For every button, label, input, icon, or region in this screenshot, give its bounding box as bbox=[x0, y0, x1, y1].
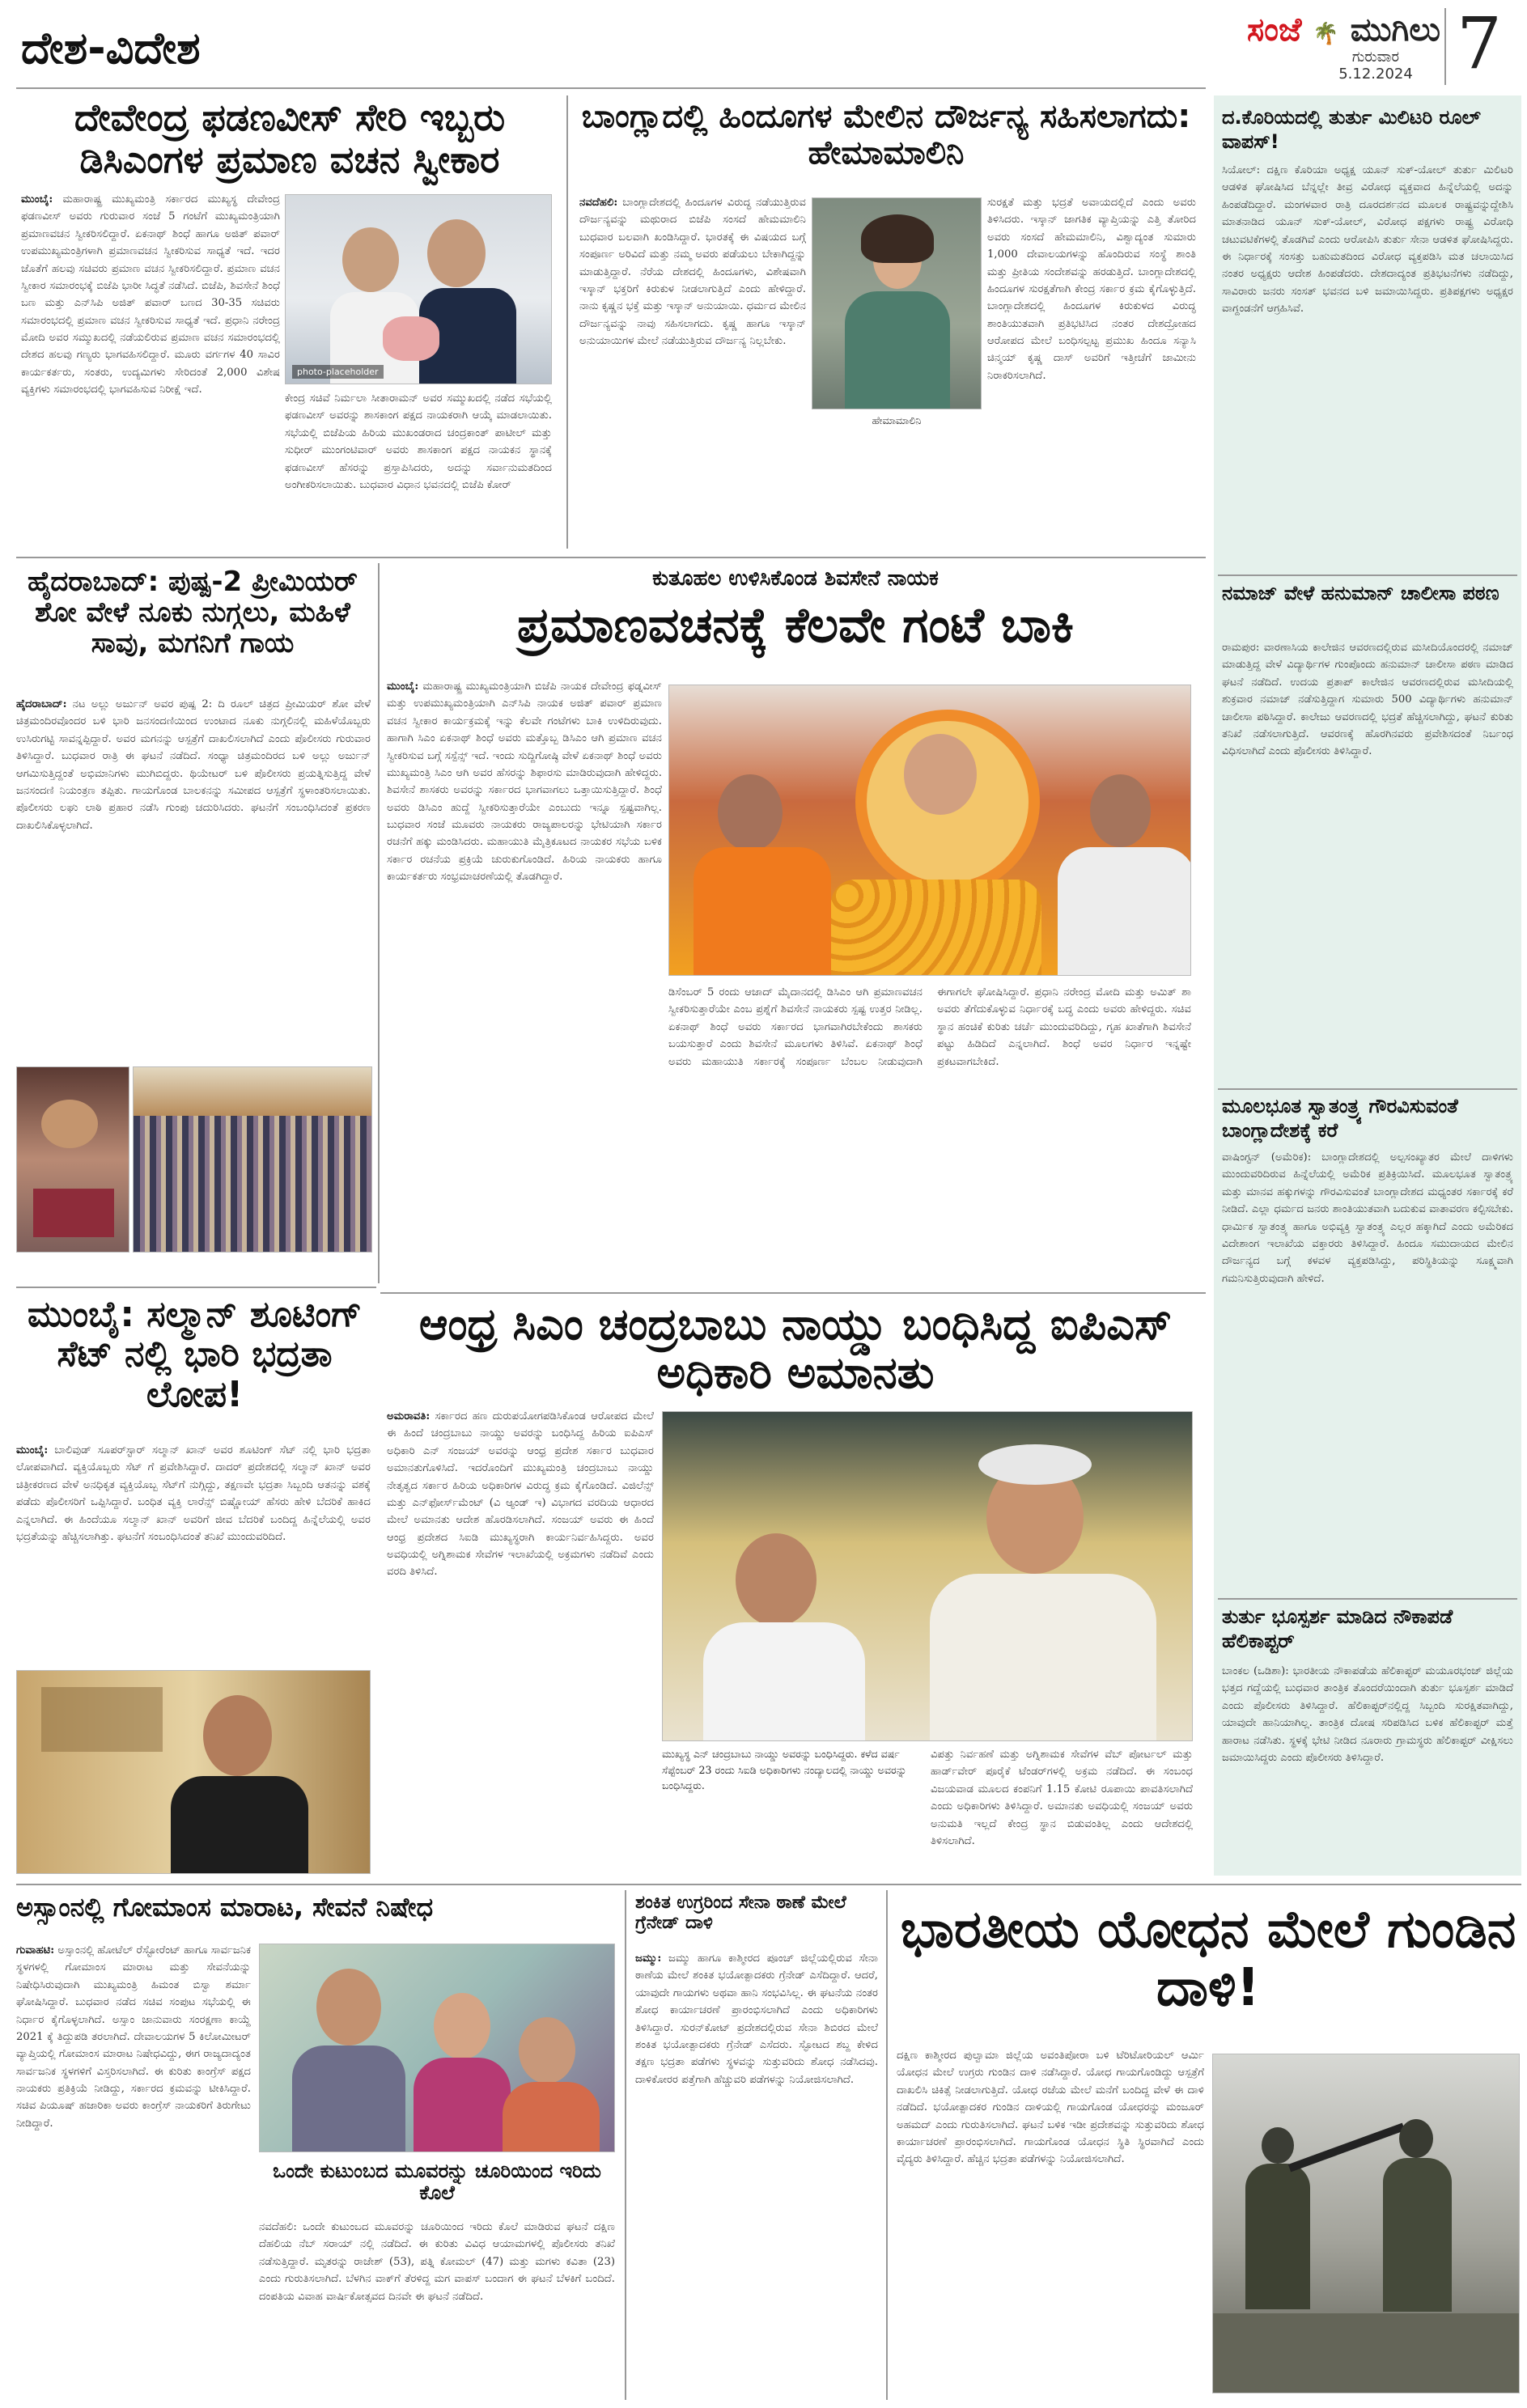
a6-photo bbox=[662, 1411, 1193, 1741]
row-rule bbox=[16, 1884, 1521, 1885]
page-number: 7 bbox=[1457, 2, 1502, 85]
a8-text: ಜಮ್ಮು ಹಾಗೂ ಕಾಶ್ಮೀರದ ಪೂಂಚ್ ಜಿಲ್ಲೆಯಲ್ಲಿರುವ ಸೇನಾ ಠಾಣೆಯ ಮೇಲೆ ಶಂಕಿತ ಭಯೋತ್ಪಾದಕರು ಗ್ರೆನೇಡ್ ಎಸೆದಿದ್ದಾರೆ. ಆದರೆ, ಯಾವುದೇ ಗಾಯಗಳು ಅಥವಾ ಹಾನಿ ಸಂಭವಿಸಿಲ್ಲ. ಈ ಘಟನೆಯ ನಂತರ ಶೋಧ ಕಾರ್ಯಾಚರಣೆ ಪ್ರಾರಂಭಿಸಲಾಗಿದೆ ಎಂದು ಅಧಿಕಾರಿಗಳು ತಿಳಿಸಿದ್ದಾರೆ. ಸುರನ್‌ಕೋಟ್ ಪ್ರದೇಶದಲ್ಲಿರುವ ಸೇನಾ ಶಿಬಿರದ ಮೇಲೆ ಶಂಕಿತ ಭಯೋತ್ಪಾದಕರು ಗ್ರೆನೇಡ್ ಎಸೆದರು. ಸ್ಫೋಟದ ಶಬ್ದ ಕೇಳಿದ ತಕ್ಷಣ ಭದ್ರತಾ ಪಡೆಗಳು ಸ್ಥಳವನ್ನು ಸುತ್ತುವರಿದು ಶೋಧ ನಡೆಸಿದವು. ದಾಳಿಕೋರರ ಪತ್ತೆಗಾಗಿ ಹೆಚ್ಚುವರಿ ಪಡೆಗಳನ್ನು ನಿಯೋಜಿಸಲಾಗಿದೆ. bbox=[635, 1952, 878, 2086]
a5-dateline: ಮುಂಬೈ: bbox=[16, 1444, 49, 1456]
a4-body bbox=[387, 678, 662, 1289]
masthead-logo bbox=[1214, 11, 1440, 49]
a9-body: ದಕ್ಷಿಣ ಕಾಶ್ಮೀರದ ಪುಲ್ವಾಮಾ ಜಿಲ್ಲೆಯ ಅವಂತಿಪೋರಾ ಬಳಿ ಟೆರಿಟೋರಿಯಲ್ ಆರ್ಮಿ ಯೋಧನ ಮೇಲೆ ಉಗ್ರರು ಗುಂಡಿನ ದಾಳಿ ನಡೆಸಿದ್ದಾರೆ. ಯೋಧ ಗಾಯಗೊಂಡಿದ್ದು ಆಸ್ಪತ್ರೆಗೆ ದಾಖಲಿಸಿ ಚಿಕಿತ್ಸೆ ನೀಡಲಾಗುತ್ತಿದೆ. ಯೋಧ ರಜೆಯ ಮೇಲೆ ಮನೆಗೆ ಬಂದಿದ್ದ ವೇಳೆ ಈ ದಾಳಿ ನಡೆದಿದೆ. ಭಯೋತ್ಪಾದಕರ ಗುಂಡಿನ ದಾಳಿಯಲ್ಲಿ ಗಾಯಗೊಂಡ ಯೋಧರನ್ನು ಮಂಜೂರ್ ಅಹಮದ್ ಎಂದು ಗುರುತಿಸಲಾಗಿದೆ. ಘಟನೆ ಬಳಿಕ ಇಡೀ ಪ್ರದೇಶವನ್ನು ಸುತ್ತುವರಿದು ಶೋಧ ಕಾರ್ಯಾಚರಣೆ ಪ್ರಾರಂಭಿಸಲಾಗಿದೆ. ಗಾಯಗೊಂಡ ಯೋಧನ ಸ್ಥಿತಿ ಸ್ಥಿರವಾಗಿದೆ ಎಂದು ವೈದ್ಯರು ತಿಳಿಸಿದ್ದಾರೆ. ಹೆಚ್ಚಿನ ಭದ್ರತಾ ಪಡೆಗಳನ್ನು ನಿಯೋಜಿಸಲಾಗಿದೆ. bbox=[897, 2050, 1204, 2166]
sb-rule bbox=[1218, 574, 1517, 576]
a6-dateline: ಅಮರಾವತಿ: bbox=[387, 1410, 431, 1422]
a4-headline: ಪ್ರಮಾಣವಚನಕ್ಕೆ ಕೆಲವೇ ಗಂಟೆ ಬಾಕಿ bbox=[516, 597, 1075, 654]
a6-text: ಸರ್ಕಾರದ ಹಣ ದುರುಪಯೋಗಪಡಿಸಿಕೊಂಡ ಆರೋಪದ ಮೇಲೆ ಈ ಹಿಂದೆ ಚಂದ್ರಬಾಬು ನಾಯ್ಡು ಅವರನ್ನು ಬಂಧಿಸಿದ್ದ ಹಿರಿಯ ಐಪಿಎಸ್ ಅಧಿಕಾರಿ ಎನ್ ಸಂಜಯ್ ಅವರನ್ನು ಆಂಧ್ರ ಪ್ರದೇಶ ಸರ್ಕಾರ ಬುಧವಾರ ಅಮಾನತುಗೊಳಿಸಿದೆ. ಇದರೊಂದಿಗೆ ಮುಖ್ಯಮಂತ್ರಿ ಚಂದ್ರಬಾಬು ನಾಯ್ಡು ನೇತೃತ್ವದ ಸರ್ಕಾರ ಹಿರಿಯ ಅಧಿಕಾರಿಗಳ ವಿರುದ್ಧ ಕ್ರಮ ಕೈಗೊಂಡಿದೆ. ವಿಜಿಲೆನ್ಸ್ ಮತ್ತು ಎನ್‌ಫೋರ್ಸ್‌ಮೆಂಟ್ (ವಿ ಆ್ಯಂಡ್ ಇ) ವಿಭಾಗದ ವರದಿಯ ಆಧಾರದ ಮೇಲೆ ಅಮಾನತು ಆದೇಶ ಹೊರಡಿಸಲಾಗಿದೆ. ಸಂಜಯ್ ಅವರು ಈ ಹಿಂದೆ ಆಂಧ್ರ ಪ್ರದೇಶದ ಸಿಐಡಿ ಮುಖ್ಯಸ್ಥರಾಗಿ ಕಾರ್ಯನಿರ್ವಹಿಸಿದ್ದರು. ಅವರ ಅವಧಿಯಲ್ಲಿ ಅಗ್ನಿಶಾಮಕ ಸೇವೆಗಳ ಇಲಾಖೆಯಲ್ಲಿ ಅಕ್ರಮಗಳು ನಡೆದಿವೆ ಎಂದು ವರದಿ ತಿಳಿಸಿದೆ. bbox=[387, 1410, 654, 1579]
a7-photo bbox=[259, 1944, 615, 2152]
a3-body bbox=[16, 696, 371, 1052]
sb-body-4: ಬಾಂಕಲ (ಒಡಿಶಾ): ಭಾರತೀಯ ನೌಕಾಪಡೆಯ ಹೆಲಿಕಾಪ್ಟರ್ ಮಯೂರಭಂಜ್ ಜಿಲ್ಲೆಯ ಭತ್ತದ ಗದ್ದೆಯಲ್ಲಿ ಬುಧವಾರ ತಾಂತ್ರಿಕ ತೊಂದರೆಯಿಂದಾಗಿ ತುರ್ತು ಭೂಸ್ಪರ್ಶ ಮಾಡಿದೆ ಎಂದು ಪೊಲೀಸರು ತಿಳಿಸಿದ್ದಾರೆ. ಹೆಲಿಕಾಪ್ಟರ್‌ನಲ್ಲಿದ್ದ ಸಿಬ್ಬಂದಿ ಸುರಕ್ಷಿತವಾಗಿದ್ದು, ಯಾವುದೇ ಹಾನಿಯಾಗಿಲ್ಲ. ತಾಂತ್ರಿಕ ದೋಷ ಸರಿಪಡಿಸಿದ ಬಳಿಕ ಹೆಲಿಕಾಪ್ಟರ್ ಮತ್ತೆ ಹಾರಾಟ ನಡೆಸಿತು. ಸ್ಥಳಕ್ಕೆ ಭೇಟಿ ನೀಡಿದ ನೂರಾರು ಗ್ರಾಮಸ್ಥರು ಹೆಲಿಕಾಪ್ಟರ್ ವೀಕ್ಷಿಸಲು ಜಮಾಯಿಸಿದ್ದರು ಎಂದು ಪೊಲೀಸರು ತಿಳಿಸಿದ್ದಾರೆ. bbox=[1222, 1665, 1513, 1764]
a4-dateline: ಮುಂಬೈ: bbox=[387, 680, 419, 693]
a5-body bbox=[16, 1442, 371, 1664]
a1-body-2: ಕೇಂದ್ರ ಸಚಿವೆ ನಿರ್ಮಲಾ ಸೀತಾರಾಮನ್ ಅವರ ಸಮ್ಮುಖದಲ್ಲಿ ನಡೆದ ಸಭೆಯಲ್ಲಿ ಫಡಣವೀಸ್ ಅವರನ್ನು ಶಾಸಕಾಂಗ ಪಕ್ಷದ ನಾಯಕರಾಗಿ ಆಯ್ಕೆ ಮಾಡಲಾಯಿತು. ಸಭೆಯಲ್ಲಿ ಬಿಜೆಪಿಯ ಹಿರಿಯ ಮುಖಂಡರಾದ ಚಂದ್ರಕಾಂತ್ ಪಾಟೀಲ್ ಮತ್ತು ಸುಧೀರ್ ಮುಂಗಂಟಿವಾರ್ ಅವರು ಶಾಸಕಾಂಗ ಪಕ್ಷದ ನಾಯಕನ ಸ್ಥಾನಕ್ಕೆ ಫಡಣವೀಸ್ ಹೆಸರನ್ನು ಪ್ರಸ್ತಾಪಿಸಿದರು, ಅದನ್ನು ಸರ್ವಾನುಮತದಿಂದ ಅಂಗೀಕರಿಸಲಾಯಿತು. ಬುಧವಾರ ವಿಧಾನ ಭವನದಲ್ಲಿ ಬಿಜೆಪಿ ಕೋರ್ bbox=[285, 392, 552, 491]
a4-text: ಮಹಾರಾಷ್ಟ್ರ ಮುಖ್ಯಮಂತ್ರಿಯಾಗಿ ಬಿಜೆಪಿ ನಾಯಕ ದೇವೇಂದ್ರ ಫಡ್ನವೀಸ್ ಮತ್ತು ಉಪಮುಖ್ಯಮಂತ್ರಿಯಾಗಿ ಎನ್‌ಸಿಪಿ ನಾಯಕ ಅಜಿತ್ ಪವಾರ್ ಪ್ರಮಾಣ ವಚನ ಸ್ವೀಕಾರ ಕಾರ್ಯಕ್ರಮಕ್ಕೆ ಇನ್ನು ಕೆಲವೇ ಗಂಟೆಗಳು ಬಾಕಿ ಉಳಿದಿರುವುದು. ಹಾಗಾಗಿ ಸಿಎಂ ಏಕನಾಥ್ ಶಿಂಧೆ ಅವರು ಮತ್ತೊಬ್ಬ ಡಿಸಿಎಂ ಆಗಿ ಪ್ರಮಾಣ ವಚನ ಸ್ವೀಕರಿಸುವ ಬಗ್ಗೆ ಸಸ್ಪೆನ್ಸ್ ಇದೆ. ಇಂದು ಸುದ್ದಿಗೋಷ್ಠಿ ವೇಳೆ ಏಕನಾಥ್ ಶಿಂಧೆ ಅವರು ಮುಖ್ಯಮಂತ್ರಿ ಸಿಎಂ ಆಗಿ ಅವರ ಹೆಸರನ್ನು ಶಿಫಾರಸು ಮಾಡಿರುವುದಾಗಿ ಹೇಳಿದ್ದರು. ಶಿವಸೇನೆ ಶಾಸಕರು ಅವರನ್ನು ಸರ್ಕಾರದ ಭಾಗವಾಗಲು ಒತ್ತಾಯಿಸುತ್ತಿದ್ದಾರೆ. ಶಿಂಧೆ ಅವರು ಡಿಸಿಎಂ ಹುದ್ದೆ ಸ್ವೀಕರಿಸುತ್ತಾರೆಯೇ ಎಂಬುದು ಇನ್ನೂ ಸ್ಪಷ್ಟವಾಗಿಲ್ಲ. ಬುಧವಾರ ಸಂಜೆ ಮೂವರು ನಾಯಕರು ರಾಜ್ಯಪಾಲರನ್ನು ಭೇಟಿಯಾಗಿ ಸರ್ಕಾರ ರಚನೆಗೆ ಹಕ್ಕು ಮಂಡಿಸಿದರು. ಮಹಾಯುತಿ ಮೈತ್ರಿಕೂಟದ ನಾಯಕರ ಸಭೆಯ ಬಳಿಕ ಸರ್ಕಾರ ರಚನೆಯ ಪ್ರಕ್ರಿಯೆ ಚುರುಕುಗೊಂಡಿದೆ. ಹಿರಿಯ ನಾಯಕರು ಹಾಗೂ ಕಾರ್ಯಕರ್ತರು ಸಂಭ್ರಮಾಚರಣೆಯಲ್ಲಿ ತೊಡಗಿದ್ದಾರೆ. bbox=[387, 680, 662, 884]
a3-dateline: ಹೈದರಾಬಾದ್: bbox=[16, 698, 67, 710]
sb-body-1: ಸಿಯೋಲ್: ದಕ್ಷಿಣ ಕೊರಿಯಾ ಅಧ್ಯಕ್ಷ ಯೂನ್ ಸುಕ್-ಯೋಲ್ ತುರ್ತು ಮಿಲಿಟರಿ ಆಡಳಿತ ಘೋಷಿಸಿದ ಬೆನ್ನಲ್ಲೇ ತೀವ್ರ ವಿರೋಧ ವ್ಯಕ್ತವಾದ ಹಿನ್ನೆಲೆಯಲ್ಲಿ ಅದನ್ನು ಹಿಂಪಡೆದಿದ್ದಾರೆ. ಮಂಗಳವಾರ ರಾತ್ರಿ ದೂರದರ್ಶನದ ಮೂಲಕ ರಾಷ್ಟ್ರವನ್ನುದ್ದೇಶಿಸಿ ಮಾತನಾಡಿದ ಯೂನ್ ಸುಕ್-ಯೋಲ್, ವಿರೋಧ ಪಕ್ಷಗಳು ರಾಷ್ಟ್ರ ವಿರೋಧಿ ಚಟುವಟಿಕೆಗಳಲ್ಲಿ ತೊಡಗಿವೆ ಎಂದು ಆರೋಪಿಸಿ ತುರ್ತು ಸೇನಾ ಆಡಳಿತ ಘೋಷಿಸಿದ್ದರು. ಈ ನಿರ್ಧಾರಕ್ಕೆ ಸಂಸತ್ತು ಬಹುಮತದಿಂದ ವಿರೋಧ ವ್ಯಕ್ತಪಡಿಸಿ ಮತ ಚಲಾಯಿಸಿದ ನಂತರ ಅಧ್ಯಕ್ಷರು ಆದೇಶ ಹಿಂಪಡೆದರು. ದೇಶದಾದ್ಯಂತ ಪ್ರತಿಭಟನೆಗಳು ನಡೆದಿದ್ದು, ಸಾವಿರಾರು ಜನರು ಸಂಸತ್ ಭವನದ ಬಳಿ ಜಮಾಯಿಸಿದ್ದರು. ಪ್ರತಿಪಕ್ಷಗಳು ಅಧ್ಯಕ್ಷರ ವಾಗ್ದಂಡನೆಗೆ ಆಗ್ರಹಿಸಿವೆ. bbox=[1222, 164, 1513, 315]
sb-body-3: ವಾಷಿಂಗ್ಟನ್ (ಅಮೆರಿಕ): ಬಾಂಗ್ಲಾದೇಶದಲ್ಲಿ ಅಲ್ಪಸಂಖ್ಯಾತರ ಮೇಲೆ ದಾಳಿಗಳು ಮುಂದುವರಿದಿರುವ ಹಿನ್ನೆಲೆಯಲ್ಲಿ ಅಮೆರಿಕ ಪ್ರತಿಕ್ರಿಯಿಸಿದೆ. ಮೂಲಭೂತ ಸ್ವಾತಂತ್ರ್ಯ ಮತ್ತು ಮಾನವ ಹಕ್ಕುಗಳನ್ನು ಗೌರವಿಸುವಂತೆ ಬಾಂಗ್ಲಾದೇಶದ ಮಧ್ಯಂತರ ಸರ್ಕಾರಕ್ಕೆ ಕರೆ ನೀಡಿದೆ. ಎಲ್ಲಾ ಧರ್ಮದ ಜನರು ಶಾಂತಿಯುತವಾಗಿ ಬದುಕುವ ವಾತಾವರಣ ಕಲ್ಪಿಸಬೇಕು. ಧಾರ್ಮಿಕ ಸ್ವಾತಂತ್ರ್ಯ ಹಾಗೂ ಅಭಿವ್ಯಕ್ತಿ ಸ್ವಾತಂತ್ರ್ಯ ಎಲ್ಲರ ಹಕ್ಕಾಗಿದೆ ಎಂದು ಅಮೆರಿಕದ ವಿದೇಶಾಂಗ ಇಲಾಖೆಯ ವಕ್ತಾರರು ತಿಳಿಸಿದ್ದಾರೆ. ಹಿಂದೂ ಸಮುದಾಯದ ಮೇಲಿನ ದೌರ್ಜನ್ಯದ ಬಗ್ಗೆ ಕಳವಳ ವ್ಯಕ್ತಪಡಿಸಿದ್ದು, ಪರಿಸ್ಥಿತಿಯನ್ನು ಸೂಕ್ಷ್ಮವಾಗಿ ಗಮನಿಸುತ್ತಿರುವುದಾಗಿ ಹೇಳಿದೆ. bbox=[1222, 1151, 1513, 1285]
a7-headline: ಅಸ್ಸಾಂನಲ್ಲಿ ಗೋಮಾಂಸ ಮಾರಾಟ, ಸೇವನೆ ನಿಷೇಧ bbox=[16, 1892, 434, 1923]
masthead bbox=[1214, 11, 1440, 81]
a5-text: ಬಾಲಿವುಡ್ ಸೂಪರ್‌ಸ್ಟಾರ್ ಸಲ್ಮಾನ್ ಖಾನ್ ಅವರ ಶೂಟಿಂಗ್ ಸೆಟ್ ನಲ್ಲಿ ಭಾರಿ ಭದ್ರತಾ ಲೋಪವಾಗಿದೆ. ವ್ಯಕ್ತಿಯೊಬ್ಬರು ಸೆಟ್ ಗೆ ಪ್ರವೇಶಿಸಿದ್ದಾರೆ. ದಾದರ್ ಪ್ರದೇಶದಲ್ಲಿ ಸಲ್ಮಾನ್ ಖಾನ್ ಅವರ ಚಿತ್ರೀಕರಣದ ವೇಳೆ ಅನಧಿಕೃತ ವ್ಯಕ್ತಿಯೊಬ್ಬ ಸೆಟ್‌ಗೆ ನುಗ್ಗಿದ್ದು, ತಕ್ಷಣವೇ ಭದ್ರತಾ ಸಿಬ್ಬಂದಿ ಆತನನ್ನು ವಶಕ್ಕೆ ಪಡೆದು ಪೊಲೀಸರಿಗೆ ಒಪ್ಪಿಸಿದ್ದಾರೆ. ಬಂಧಿತ ವ್ಯಕ್ತಿ ಲಾರೆನ್ಸ್ ಬಿಷ್ಣೋಯ್ ಹೆಸರು ಹೇಳಿ ಬೆದರಿಕೆ ಹಾಕಿದ ಎನ್ನಲಾಗಿದೆ. ಈ ಹಿಂದೆಯೂ ಸಲ್ಮಾನ್ ಖಾನ್ ಅವರಿಗೆ ಜೀವ ಬೆದರಿಕೆ ಬಂದಿದ್ದ ಹಿನ್ನೆಲೆಯಲ್ಲಿ ಅವರ ಭದ್ರತೆಯನ್ನು ಹೆಚ್ಚಿಸಲಾಗಿತ್ತು. ಘಟನೆಗೆ ಸಂಬಂಧಿಸಿದಂತೆ ತನಿಖೆ ಮುಂದುವರಿದಿದೆ. bbox=[16, 1444, 371, 1543]
sb-headline-2: ನಮಾಜ್ ವೇಳೆ ಹನುಮಾನ್ ಚಾಲೀಸಾ ಪಠಣ bbox=[1222, 582, 1499, 604]
sb-headline-4: ತುರ್ತು ಭೂಸ್ಪರ್ಶ ಮಾಡಿದ ನೌಕಾಪಡೆ ಹೆಲಿಕಾಪ್ಟರ್ bbox=[1222, 1605, 1453, 1652]
a2-text: ಬಾಂಗ್ಲಾದೇಶದಲ್ಲಿ ಹಿಂದೂಗಳ ವಿರುದ್ಧ ನಡೆಯುತ್ತಿರುವ ದೌರ್ಜನ್ಯವನ್ನು ಮಥುರಾದ ಬಿಜೆಪಿ ಸಂಸದೆ ಹೇಮಮಾಲಿನಿ ಬುಧವಾರ ಬಲವಾಗಿ ಖಂಡಿಸಿದ್ದಾರೆ. ಭಾರತಕ್ಕೆ ಈ ವಿಷಯದ ಬಗ್ಗೆ ಸಂಪೂರ್ಣ ಅರಿವಿದೆ ಮತ್ತು ನಮ್ಮ ಅವರು ಪಡೆಯಲು ಬೇಕಾಗಿದ್ದನ್ನು ಮಾಡುತ್ತಿದ್ದಾರೆ. ನೆರೆಯ ದೇಶದಲ್ಲಿ ಹಿಂದೂಗಳು, ವಿಶೇಷವಾಗಿ ಇಸ್ಕಾನ್ ಭಕ್ತರಿಗೆ ಕಿರುಕುಳ ನೀಡಲಾಗುತ್ತಿದೆ ಎಂದು ಹೇಳಿದ್ದಾರೆ. ನಾನು ಕೃಷ್ಣನ ಭಕ್ತೆ ಮತ್ತು ಇಸ್ಕಾನ್ ಅನುಯಾಯಿ. ಧರ್ಮದ ಮೇಲಿನ ದೌರ್ಜನ್ಯವನ್ನು ನಾವು ಸಹಿಸಲಾಗದು. ಕೃಷ್ಣ ಹಾಗೂ ಇಸ್ಕಾನ್ ಅನುಯಾಯಿಗಳ ಮೇಲೆ ನಡೆಯುತ್ತಿರುವ ದೌರ್ಜನ್ಯ ನಿಲ್ಲಬೇಕು. bbox=[579, 197, 806, 347]
a6-caption: ಮುಖ್ಯಸ್ಥ ಎನ್ ಚಂದ್ರಬಾಬು ನಾಯ್ಡು ಅವರನ್ನು ಬಂಧಿಸಿದ್ದರು. ಕಳೆದ ವರ್ಷ ಸೆಪ್ಟೆಂಬರ್ 23 ರಂದು ಸಿಐಡಿ ಅಧಿಕಾರಿಗಳು ನಂದ್ಯಾಲದಲ್ಲಿ ನಾಯ್ಡು ಅವರನ್ನು ಬಂಧಿಸಿದ್ದರು. bbox=[662, 1748, 907, 1792]
sb-rule bbox=[1218, 1598, 1517, 1600]
a8-headline: ಶಂಕಿತ ಉಗ್ರರಿಂದ ಸೇನಾ ಠಾಣೆ ಮೇಲೆ ಗ್ರೆನೇಡ್ ದಾಳಿ bbox=[635, 1893, 846, 1933]
a2-body-2: ಸುರಕ್ಷತೆ ಮತ್ತು ಭದ್ರತೆ ಅವಾಯದಲ್ಲಿದೆ ಎಂದು ಅವರು ತಿಳಿಸಿದರು. ಇಸ್ಕಾನ್ ಜಾಗತಿಕ ವ್ಯಾಪ್ತಿಯನ್ನು ಎತ್ತಿ ತೋರಿದ ಅವರು ಸಂಸದೆ ಹೇಮಮಾಲಿನಿ, ವಿಶ್ವಾದ್ಯಂತ ಸುಮಾರು 1,000 ದೇವಾಲಯಗಳನ್ನು ಹೊಂದಿರುವ ಸಂಸ್ಥೆ ಶಾಂತಿ ಮತ್ತು ಪ್ರೀತಿಯ ಸಂದೇಶವನ್ನು ಹರಡುತ್ತಿದೆ. ಬಾಂಗ್ಲಾದೇಶದಲ್ಲಿ ಹಿಂದೂಗಳ ಸುರಕ್ಷತೆಗಾಗಿ ಕೇಂದ್ರ ಸರ್ಕಾರ ಕ್ರಮ ಕೈಗೊಳ್ಳುತ್ತಿದೆ. ಬಾಂಗ್ಲಾದೇಶದಲ್ಲಿ ಹಿಂದೂಗಳ ಕಿರುಕುಳದ ವಿರುದ್ಧ ಶಾಂತಿಯುತವಾಗಿ ಪ್ರತಿಭಟಿಸಿದ ನಂತರ ದೇಶದ್ರೋಹದ ಆರೋಪದ ಮೇಲೆ ಬಂಧಿಸಲ್ಪಟ್ಟ ಪ್ರಮುಖ ಹಿಂದೂ ಸನ್ಯಾಸಿ ಚಿನ್ಮಯ್ ಕೃಷ್ಣ ದಾಸ್ ಅವರಿಗೆ ಇತ್ತೀಚೆಗೆ ಜಾಮೀನು ನಿರಾಕರಿಸಲಾಗಿದೆ. bbox=[987, 197, 1196, 382]
sb-headline-1: ದ.ಕೊರಿಯದಲ್ಲಿ ತುರ್ತು ಮಿಲಿಟರಿ ರೂಲ್ ವಾಪಸ್! bbox=[1222, 106, 1481, 153]
col-rule bbox=[378, 563, 380, 1283]
a1-photo bbox=[285, 194, 552, 384]
a7-photo-caption: ಒಂದೇ ಕುಟುಂಬದ ಮೂವರನ್ನು ಚೂರಿಯಿಂದ ಇರಿದು ಕೊಲೆ bbox=[273, 2160, 601, 2204]
a3-text: ನಟ ಅಲ್ಲು ಅರ್ಜುನ್ ಅವರ ಪುಷ್ಪ 2: ದಿ ರೂಲ್ ಚಿತ್ರದ ಪ್ರೀಮಿಯರ್ ಶೋ ವೇಳೆ ಚಿತ್ರಮಂದಿರವೊಂದರ ಬಳಿ ಭಾರಿ ಜನಸಂದಣಿಯಿಂದ ಉಂಟಾದ ನೂಕು ನುಗ್ಗಲಿನಲ್ಲಿ ಮಹಿಳೆಯೊಬ್ಬರು ಉಸಿರುಗಟ್ಟಿ ಸಾವನ್ನಪ್ಪಿದ್ದಾರೆ. ಅವರ ಮಗನನ್ನು ಆಸ್ಪತ್ರೆಗೆ ದಾಖಲಿಸಲಾಗಿದೆ ಎಂದು ಪೊಲೀಸರು ಗುರುವಾರ ತಿಳಿಸಿದ್ದಾರೆ. ಬುಧವಾರ ರಾತ್ರಿ ಈ ಘಟನೆ ನಡೆದಿದೆ. ಸಂಧ್ಯಾ ಚಿತ್ರಮಂದಿರದ ಬಳಿ ಅಲ್ಲು ಅರ್ಜುನ್ ಆಗಮಿಸುತ್ತಿದ್ದಂತೆ ಅಭಿಮಾನಿಗಳು ಮುಗಿಬಿದ್ದರು. ಥಿಯೇಟರ್ ಬಳಿ ಪೊಲೀಸರು ಪ್ರಯತ್ನಿಸುತ್ತಿದ್ದ ವೇಳೆ ಜನಸಂದಣಿ ನಿಯಂತ್ರಣ ತಪ್ಪಿತು. ಗಾಯಗೊಂಡ ಬಾಲಕನನ್ನು ಸಮೀಪದ ಆಸ್ಪತ್ರೆಗೆ ಸ್ಥಳಾಂತರಿಸಲಾಯಿತು. ಪೊಲೀಸರು ಲಘು ಲಾಠಿ ಪ್ರಹಾರ ನಡೆಸಿ ಗುಂಪು ಚದುರಿಸಿದರು. ಘಟನೆಗೆ ಸಂಬಂಧಿಸಿದಂತೆ ಪ್ರಕರಣ ದಾಖಲಿಸಿಕೊಳ್ಳಲಾಗಿದೆ. bbox=[16, 698, 371, 832]
logo-black-text: ಮುಗಿಲು bbox=[1350, 11, 1440, 49]
a2-headline: ಬಾಂಗ್ಲಾದಲ್ಲಿ ಹಿಂದೂಗಳ ಮೇಲಿನ ದೌರ್ಜನ್ಯ ಸಹಿಸಲಾಗದು: ಹೇಮಾಮಾಲಿನಿ bbox=[581, 98, 1191, 172]
a1-text: ಮಹಾರಾಷ್ಟ್ರ ಮುಖ್ಯಮಂತ್ರಿ ಸರ್ಕಾರದ ಮುಖ್ಯಸ್ಥ ದೇವೇಂದ್ರ ಫಡಣವೀಸ್ ಅವರು ಗುರುವಾರ ಸಂಜೆ 5 ಗಂಟೆಗೆ ಮುಖ್ಯಮಂತ್ರಿಯಾಗಿ ಪ್ರಮಾಣವಚನ ಸ್ವೀಕರಿಸಲಿದ್ದಾರೆ. ಏಕನಾಥ್ ಶಿಂಧೆ ಹಾಗೂ ಅಜಿತ್ ಪವಾರ್ ಉಪಮುಖ್ಯಮಂತ್ರಿಗಳಾಗಿ ಪ್ರಮಾಣವಚನ ಸ್ವೀಕರಿಸುವ ಸಾಧ್ಯತೆ ಇದೆ. ಇದರ ಜೊತೆಗೆ ಹಲವು ಸಚಿವರು ಪ್ರಮಾಣ ವಚನ ಸ್ವೀಕರಿಸಲಿದ್ದಾರೆ. ಪ್ರಮಾಣ ವಚನ ಸ್ವೀಕಾರ ಸಮಾರಂಭಕ್ಕೆ ಬಿಜೆಪಿ ಭಾರೀ ಸಿದ್ಧತೆ ನಡೆಸಿದೆ. ಬಿಜೆಪಿ, ಶಿವಸೇನೆ ಶಿಂಧೆ ಬಣ ಮತ್ತು ಎನ್‌ಸಿಪಿ ಅಜಿತ್ ಪವಾರ್ ಬಣದ 30-35 ಸಚಿವರು ಸಮಾರಂಭದಲ್ಲಿ ಪ್ರಮಾಣ ವಚನ ಸ್ವೀಕರಿಸುವ ಸಾಧ್ಯತೆ ಇದೆ. ಪ್ರಧಾನಿ ನರೇಂದ್ರ ಮೋದಿ ಅವರ ಸಮ್ಮುಖದಲ್ಲಿ ನಡೆಯಲಿರುವ ಪ್ರಮಾಣ ವಚನ ಸಮಾರಂಭದಲ್ಲಿ ದೇಶದ ಹಲವು ಗಣ್ಯರು ಭಾಗವಹಿಸಲಿದ್ದಾರೆ. ಮೂರು ವರ್ಗಗಳ 40 ಸಾವಿರ ಕಾರ್ಯಕರ್ತರು, ಸಂತರು, ಉದ್ಯಮಿಗಳು ಸೇರಿದಂತೆ 2,000 ವಿಶೇಷ ವ್ಯಕ್ತಿಗಳು ಸಮಾರಂಭದಲ್ಲಿ ಭಾಗವಹಿಸುವ ನಿರೀಕ್ಷೆ ಇದೆ. bbox=[21, 193, 280, 396]
a5-photo bbox=[16, 1670, 371, 1874]
col-rule bbox=[625, 1890, 626, 2400]
a7-text: ಅಸ್ಸಾಂನಲ್ಲಿ ಹೋಟೆಲ್ ರೆಸ್ಟೋರೆಂಟ್ ಹಾಗೂ ಸಾರ್ವಜನಿಕ ಸ್ಥಳಗಳಲ್ಲಿ ಗೋಮಾಂಸ ಮಾರಾಟ ಮತ್ತು ಸೇವನೆಯನ್ನು ನಿಷೇಧಿಸಿರುವುದಾಗಿ ಮುಖ್ಯಮಂತ್ರಿ ಹಿಮಂತ ಬಿಸ್ವಾ ಶರ್ಮಾ ಘೋಷಿಸಿದ್ದಾರೆ. ಬುಧವಾರ ನಡೆದ ಸಚಿವ ಸಂಪುಟ ಸಭೆಯಲ್ಲಿ ಈ ನಿರ್ಧಾರ ಕೈಗೊಳ್ಳಲಾಗಿದೆ. ಅಸ್ಸಾಂ ಜಾನುವಾರು ಸಂರಕ್ಷಣಾ ಕಾಯ್ದೆ 2021 ಕ್ಕೆ ತಿದ್ದುಪಡಿ ತರಲಾಗಿದೆ. ದೇವಾಲಯಗಳ 5 ಕಿಲೋಮೀಟರ್ ವ್ಯಾಪ್ತಿಯಲ್ಲಿ ಗೋಮಾಂಸ ಮಾರಾಟ ನಿಷೇಧವಿದ್ದು, ಈಗ ರಾಜ್ಯದಾದ್ಯಂತ ಸಾರ್ವಜನಿಕ ಸ್ಥಳಗಳಿಗೆ ವಿಸ್ತರಿಸಲಾಗಿದೆ. ಈ ಕುರಿತು ಕಾಂಗ್ರೆಸ್ ಪಕ್ಷದ ನಾಯಕರು ಪ್ರತಿಕ್ರಿಯೆ ನೀಡಿದ್ದು, ಸರ್ಕಾರದ ಕ್ರಮವನ್ನು ಟೀಕಿಸಿದ್ದಾರೆ. ಸಚಿವ ಪಿಯೂಷ್ ಹಜಾರಿಕಾ ಅವರು ಕಾಂಗ್ರೆಸ್ ನಾಯಕರಿಗೆ ತಿರುಗೇಟು ನೀಡಿದ್ದಾರೆ. bbox=[16, 1944, 251, 2130]
a5-headline: ಮುಂಬೈ: ಸಲ್ಮಾನ್ ಶೂಟಿಂಗ್ ಸೆಟ್ ನಲ್ಲಿ ಭಾರಿ ಭದ್ರತಾ ಲೋಪ! bbox=[27, 1294, 363, 1415]
a2-caption: ಹೇಮಾಮಾಲಿನಿ bbox=[872, 414, 922, 426]
row-rule bbox=[380, 1292, 1206, 1294]
header-rule bbox=[16, 87, 1206, 89]
sb-headline-3: ಮೂಲಭೂತ ಸ್ವಾತಂತ್ರ್ಯ ಗೌರವಿಸುವಂತೆ ಬಾಂಗ್ಲಾದೇಶಕ್ಕೆ ಕರೆ bbox=[1222, 1095, 1458, 1142]
a4-col2: ಡಿಸೆಂಬರ್ 5 ರಂದು ಆಜಾದ್ ಮೈದಾನದಲ್ಲಿ ಡಿಸಿಎಂ ಆಗಿ ಪ್ರಮಾಣವಚನ ಸ್ವೀಕರಿಸುತ್ತಾರೆಯೇ ಎಂಬ ಪ್ರಶ್ನೆಗೆ ಶಿವಸೇನೆ ನಾಯಕರು ಸ್ಪಷ್ಟ ಉತ್ತರ ನೀಡಿಲ್ಲ. ಏಕನಾಥ್ ಶಿಂಧೆ ಅವರು ಸರ್ಕಾರದ ಭಾಗವಾಗಿರಬೇಕೆಂದು ಶಾಸಕರು ಬಯಸುತ್ತಾರೆ ಎಂದು ಶಿವಸೇನೆ ಮೂಲಗಳು ತಿಳಿಸಿವೆ. ಏಕನಾಥ್ ಶಿಂಧೆ ಅವರು ಮಹಾಯುತಿ ಸರ್ಕಾರಕ್ಕೆ ಸಂಪೂರ್ಣ ಬೆಂಬಲ ನೀಡುವುದಾಗಿ ಈಗಾಗಲೇ ಘೋಷಿಸಿದ್ದಾರೆ. ಪ್ರಧಾನಿ ನರೇಂದ್ರ ಮೋದಿ ಮತ್ತು ಅಮಿತ್ ಶಾ ಅವರು ತೆಗೆದುಕೊಳ್ಳುವ ನಿರ್ಧಾರಕ್ಕೆ ಬದ್ಧ ಎಂದು ಅವರು ಹೇಳಿದ್ದರು. ಸಚಿವ ಸ್ಥಾನ ಹಂಚಿಕೆ ಕುರಿತು ಚರ್ಚೆ ಮುಂದುವರಿದಿದ್ದು, ಗೃಹ ಖಾತೆಗಾಗಿ ಶಿವಸೇನೆ ಪಟ್ಟು ಹಿಡಿದಿದೆ ಎನ್ನಲಾಗಿದೆ. ಶಿಂಧೆ ಅವರ ನಿರ್ಧಾರ ಇನ್ನಷ್ಟೇ ಪ್ರಕಟವಾಗಬೇಕಿದೆ. bbox=[668, 986, 1191, 1068]
masthead-divider bbox=[1444, 8, 1446, 85]
a6-headline: ಆಂಧ್ರ ಸಿಎಂ ಚಂದ್ರಬಾಬು ನಾಯ್ಡು ಬಂಧಿಸಿದ್ದ ಐಪಿಎಸ್ ಅಧಿಕಾರಿ ಅಮಾನತು bbox=[418, 1299, 1173, 1399]
sb-rule bbox=[1218, 1088, 1517, 1090]
a1-dateline: ಮುಂಬೈ: bbox=[21, 193, 53, 206]
photo-placeholder-icon: photo-placeholder bbox=[292, 365, 384, 379]
section-title: ದೇಶ-ವಿದೇಶ bbox=[21, 23, 201, 74]
palm-logo-icon: 🌴 bbox=[1313, 22, 1339, 46]
row-rule bbox=[16, 557, 1206, 558]
a9-headline: ಭಾರತೀಯ ಯೋಧನ ಮೇಲೆ ಗುಂಡಿನ ದಾಳಿ! bbox=[900, 1900, 1516, 2018]
a7-dateline: ಗುವಾಹಟಿ: bbox=[16, 1944, 55, 1956]
sb-body-2: ರಾಮಪುರ: ವಾರಣಾಸಿಯ ಕಾಲೇಜಿನ ಆವರಣದಲ್ಲಿರುವ ಮಸೀದಿಯೊಂದರಲ್ಲಿ ನಮಾಜ್ ಮಾಡುತ್ತಿದ್ದ ವೇಳೆ ವಿದ್ಯಾರ್ಥಿಗಳ ಗುಂಪೊಂದು ಹನುಮಾನ್ ಚಾಲೀಸಾ ಪಠಣ ಮಾಡಿದ ಘಟನೆ ನಡೆದಿದೆ. ಉದಯ ಪ್ರತಾಪ್ ಕಾಲೇಜಿನ ಆವರಣದಲ್ಲಿರುವ ಮಸೀದಿಯಲ್ಲಿ ಶುಕ್ರವಾರ ನಮಾಜ್ ನಡೆಸುತ್ತಿದ್ದಾಗ ಸುಮಾರು 500 ವಿದ್ಯಾರ್ಥಿಗಳು ಹನುಮಾನ್ ಚಾಲೀಸಾ ಪಠಿಸಿದ್ದಾರೆ. ಕಾಲೇಜು ಆವರಣದಲ್ಲಿ ಭದ್ರತೆ ಹೆಚ್ಚಿಸಲಾಗಿದ್ದು, ಘಟನೆ ಕುರಿತು ತನಿಖೆ ನಡೆಸಲಾಗುತ್ತಿದೆ. ಆವರಣಕ್ಕೆ ಹೊರಗಿನವರು ಪ್ರವೇಶಿಸದಂತೆ ನಿರ್ಬಂಧ ವಿಧಿಸಲಾಗಿದೆ ಎಂದು ಪೊಲೀಸರು ತಿಳಿಸಿದ್ದಾರೆ. bbox=[1222, 642, 1513, 758]
a3-photo-victim bbox=[16, 1066, 129, 1253]
a2-dateline: ನವದೆಹಲಿ: bbox=[579, 197, 618, 209]
a1-headline: ದೇವೇಂದ್ರ ಫಡಣವೀಸ್ ಸೇರಿ ಇಬ್ಬರು ಡಿಸಿಎಂಗಳ ಪ್ರಮಾಣ ವಚನ ಸ್ವೀಕಾರ bbox=[74, 95, 506, 181]
issue-date: 5.12.2024 bbox=[1338, 66, 1413, 83]
a6-body bbox=[387, 1408, 654, 1873]
a2-photo bbox=[812, 197, 982, 409]
a7-photo-body: ನವದೆಹಲಿ: ಒಂದೇ ಕುಟುಂಬದ ಮೂವರನ್ನು ಚೂರಿಯಿಂದ ಇರಿದು ಕೊಲೆ ಮಾಡಿರುವ ಘಟನೆ ದಕ್ಷಿಣ ದೆಹಲಿಯ ನೆಬ್ ಸರಾಯ್ ನಲ್ಲಿ ನಡೆದಿದೆ. ಈ ಕುರಿತು ವಿವಿಧ ಆಯಾಮಗಳಲ್ಲಿ ಪೊಲೀಸರು ತನಿಖೆ ನಡೆಸುತ್ತಿದ್ದಾರೆ. ಮೃತರನ್ನು ರಾಜೇಶ್ (53), ಪತ್ನಿ ಕೋಮಲ್ (47) ಮತ್ತು ಮಗಳು ಕವಿತಾ (23) ಎಂದು ಗುರುತಿಸಲಾಗಿದೆ. ಬೆಳಗಿನ ವಾಕ್‌ಗೆ ತೆರಳಿದ್ದ ಮಗ ವಾಪಸ್ ಬಂದಾಗ ಈ ಘಟನೆ ಬೆಳಕಿಗೆ ಬಂದಿದೆ. ದಂಪತಿಯ ವಿವಾಹ ವಾರ್ಷಿಕೋತ್ಸವದ ದಿನವೇ ಈ ಘಟನೆ ನಡೆದಿದೆ. bbox=[259, 2221, 615, 2303]
logo-red-text: ಸಂಜೆ bbox=[1247, 11, 1302, 49]
a1-body bbox=[21, 191, 280, 547]
a4-kicker: ಕುತೂಹಲ ಉಳಿಸಿಕೊಂಡ ಶಿವಸೇನೆ ನಾಯಕ bbox=[652, 566, 939, 591]
a2-body bbox=[579, 194, 806, 547]
a7-body bbox=[16, 1942, 251, 2395]
a6-col2: ವಿಪತ್ತು ನಿರ್ವಹಣೆ ಮತ್ತು ಅಗ್ನಿಶಾಮಕ ಸೇವೆಗಳ ವೆಬ್ ಪೋರ್ಟಲ್ ಮತ್ತು ಹಾರ್ಡ್‌ವೇರ್ ಪೂರೈಕೆ ಟೆಂಡರ್‌ಗಳಲ್ಲಿ ಅಕ್ರಮ ನಡೆದಿದೆ. ಈ ಸಂಬಂಧ ವಿಜಯವಾಡ ಮೂಲದ ಕಂಪನಿಗೆ 1.15 ಕೋಟಿ ರೂಪಾಯಿ ಪಾವತಿಸಲಾಗಿದೆ ಎಂದು ಅಧಿಕಾರಿಗಳು ತಿಳಿಸಿದ್ದಾರೆ. ಅಮಾನತು ಅವಧಿಯಲ್ಲಿ ಸಂಜಯ್ ಅವರು ಅನುಮತಿ ಇಲ್ಲದೆ ಕೇಂದ್ರ ಸ್ಥಾನ ಬಿಡುವಂತಿಲ್ಲ ಎಂದು ಆದೇಶದಲ್ಲಿ ತಿಳಿಸಲಾಗಿದೆ. bbox=[931, 1749, 1193, 1847]
a3-photo-crowd bbox=[133, 1066, 372, 1253]
a8-dateline: ಜಮ್ಮು: bbox=[635, 1952, 662, 1965]
a8-body bbox=[635, 1950, 878, 2395]
a9-photo bbox=[1212, 2054, 1520, 2393]
a3-headline: ಹೈದರಾಬಾದ್: ಪುಷ್ಪ-2 ಪ್ರೀಮಿಯರ್ ಶೋ ವೇಳೆ ನೂಕು ನುಗ್ಗಲು, ಮಹಿಳೆ ಸಾವು, ಮಗನಿಗೆ ಗಾಯ bbox=[27, 566, 358, 660]
issue-day: ಗುರುವಾರ bbox=[1351, 49, 1400, 66]
col-rule bbox=[886, 1890, 888, 2400]
a4-photo bbox=[668, 685, 1191, 976]
row-rule bbox=[16, 1287, 376, 1288]
col-rule bbox=[566, 95, 568, 549]
